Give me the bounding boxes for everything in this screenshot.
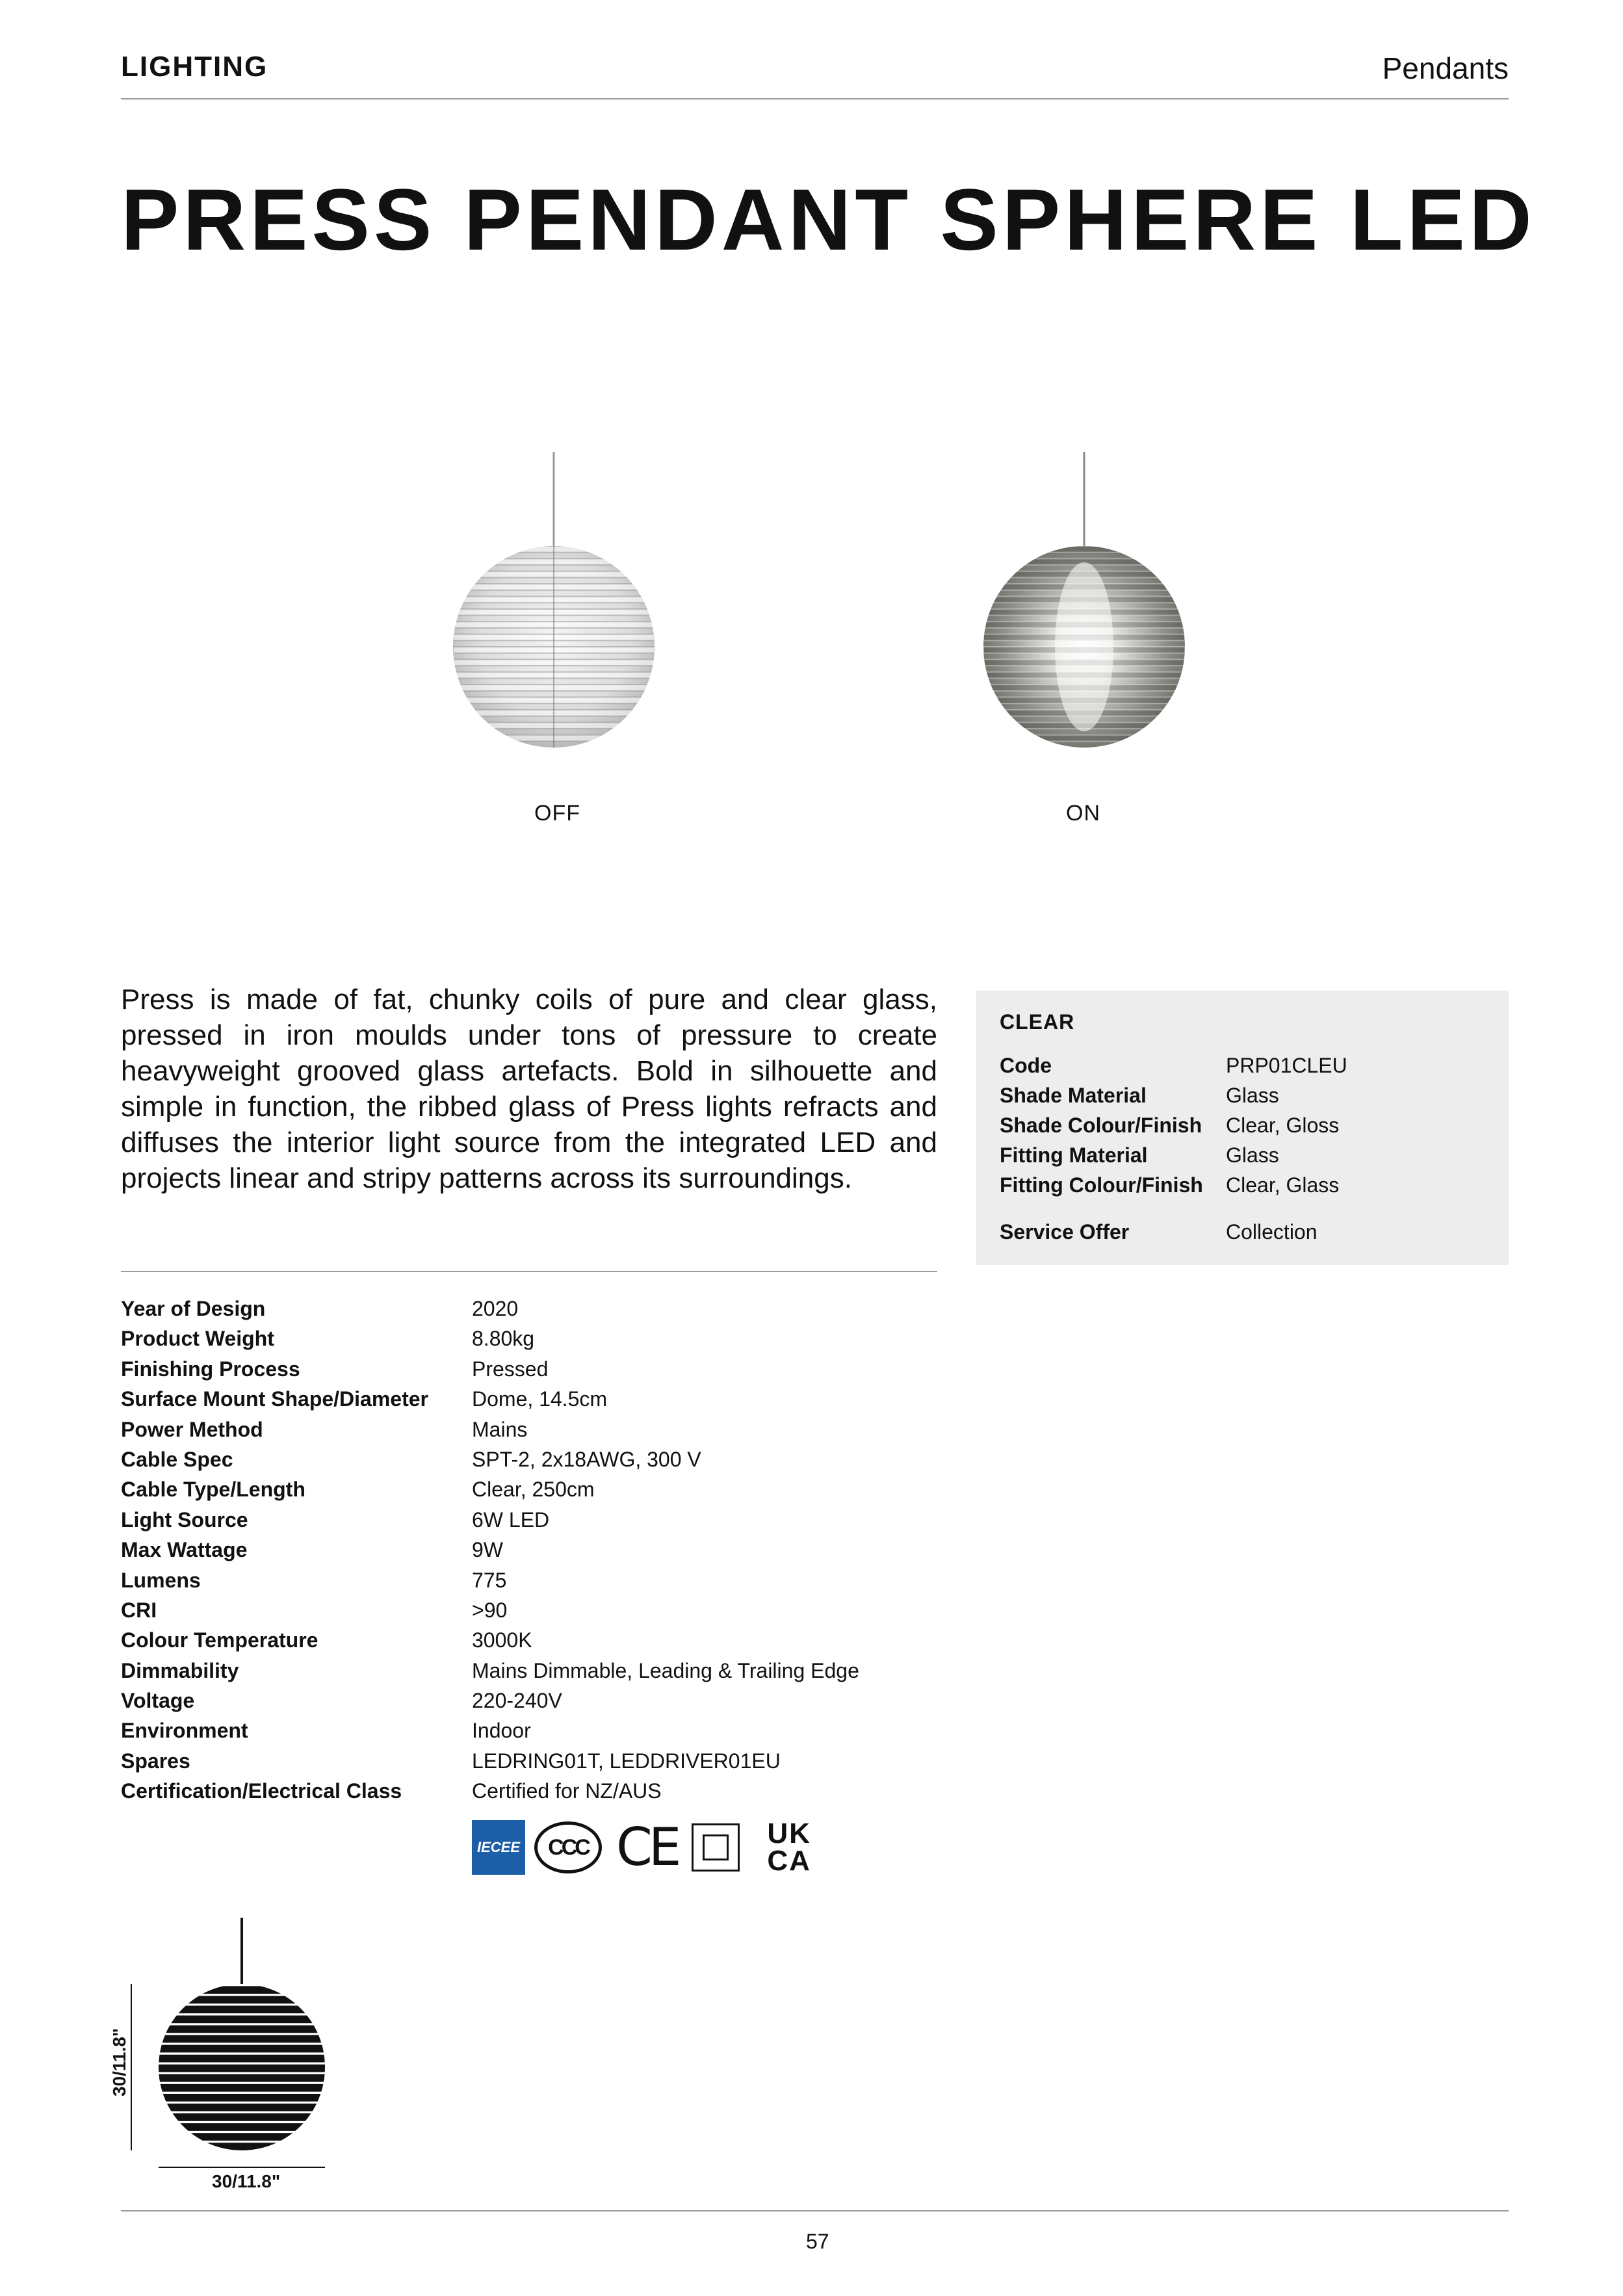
spec-row	[121, 1324, 940, 1353]
spec-row	[121, 1625, 940, 1655]
rib-band	[159, 2005, 325, 2013]
variant-label: Code	[1000, 1054, 1052, 1077]
spec-value: 775	[472, 1568, 507, 1592]
rib-band	[159, 2104, 325, 2111]
section-label: LIGHTING	[121, 51, 268, 83]
ce-icon: CE	[616, 1817, 678, 1877]
rib-band	[159, 2084, 325, 2092]
rib-band	[159, 1996, 325, 2003]
spec-row	[121, 1294, 940, 1324]
spec-row	[121, 1715, 940, 1745]
rib-band	[159, 2143, 325, 2150]
variant-label: Service Offer	[1000, 1220, 1130, 1244]
rib-band	[159, 2026, 325, 2033]
spec-label: Colour Temperature	[121, 1628, 318, 1652]
spec-row	[121, 1384, 940, 1414]
spec-label: Max Wattage	[121, 1538, 248, 1562]
rib-band	[159, 2094, 325, 2102]
dimension-drawing	[117, 1918, 338, 2178]
variant-label: Shade Material	[1000, 1084, 1147, 1107]
spec-row	[121, 1565, 940, 1595]
spec-row	[121, 1444, 940, 1474]
ccc-icon: CCC	[534, 1821, 602, 1873]
spec-value: 2020	[472, 1297, 519, 1320]
variant-value: Glass	[1226, 1143, 1279, 1167]
spec-value: 9W	[472, 1538, 503, 1562]
spec-row	[121, 1776, 940, 1806]
footer-divider	[121, 2210, 1509, 2211]
spec-label: Surface Mount Shape/Diameter	[121, 1387, 428, 1411]
variant-value: PRP01CLEU	[1226, 1054, 1347, 1077]
spec-label: Voltage	[121, 1689, 195, 1713]
variant-value: Glass	[1226, 1084, 1279, 1107]
dimension-width: 30/11.8"	[212, 2171, 281, 2191]
category-label: Pendants	[1382, 51, 1509, 85]
spec-value: 3000K	[472, 1628, 532, 1652]
rib-band	[159, 2074, 325, 2082]
spec-row	[121, 1535, 940, 1565]
spec-label: Dimmability	[121, 1658, 239, 1682]
spec-value: Mains	[472, 1417, 528, 1441]
dimension-height: 30/11.8"	[109, 2028, 129, 2096]
spec-label: Lumens	[121, 1568, 201, 1592]
rib-band	[983, 546, 1185, 553]
spec-value: >90	[472, 1598, 508, 1622]
rib-band	[159, 2123, 325, 2131]
spec-value: Certified for NZ/AUS	[472, 1779, 662, 1803]
spec-label: Cable Type/Length	[121, 1478, 305, 1502]
spec-value: Clear, 250cm	[472, 1478, 595, 1502]
caption-on: ON	[1066, 801, 1100, 826]
page-number: 57	[806, 2230, 829, 2253]
spec-label: Light Source	[121, 1507, 248, 1532]
spec-row	[121, 1746, 940, 1776]
spec-value: Indoor	[472, 1719, 531, 1743]
rib-band	[159, 2133, 325, 2141]
spec-value: 220-240V	[472, 1689, 562, 1713]
caption-off: OFF	[534, 801, 580, 826]
spec-row	[121, 1595, 940, 1625]
spec-label: Product Weight	[121, 1327, 274, 1351]
iecee-icon: IECEE	[472, 1820, 525, 1875]
spec-value: Dome, 14.5cm	[472, 1387, 608, 1411]
variant-name: CLEAR	[1000, 1010, 1075, 1034]
product-title: PRESS PENDANT SPHERE LED	[121, 172, 1536, 268]
rib-band	[159, 2015, 325, 2023]
variant-value: Collection	[1226, 1220, 1318, 1244]
spec-label: Environment	[121, 1719, 248, 1743]
rib-band	[159, 2055, 325, 2063]
rib-band	[159, 2113, 325, 2121]
spec-value: 6W LED	[472, 1507, 550, 1532]
spec-table	[121, 1294, 940, 1807]
spec-value: Pressed	[472, 1357, 549, 1381]
spec-label: Certification/Electrical Class	[121, 1779, 402, 1803]
variant-label: Fitting Colour/Finish	[1000, 1173, 1203, 1197]
variant-label: Shade Colour/Finish	[1000, 1114, 1202, 1137]
rib-band	[159, 2045, 325, 2053]
spec-label: Finishing Process	[121, 1357, 300, 1381]
ukca-line-2: CA	[767, 1845, 811, 1877]
rib-band	[159, 2035, 325, 2043]
spec-label: Power Method	[121, 1417, 263, 1441]
spec-label: Cable Spec	[121, 1447, 233, 1471]
spec-value: LEDRING01T, LEDDRIVER01EU	[472, 1749, 781, 1773]
product-photo-off	[437, 452, 671, 777]
rib-band	[983, 735, 1185, 742]
variant-value: Clear, Gloss	[1226, 1114, 1340, 1137]
spec-row	[121, 1656, 940, 1686]
variant-label: Fitting Material	[1000, 1143, 1148, 1167]
spec-label: Year of Design	[121, 1297, 266, 1320]
variant-value: Clear, Glass	[1226, 1173, 1340, 1197]
header-divider	[121, 98, 1509, 99]
spec-row	[121, 1354, 940, 1384]
spec-row	[121, 1686, 940, 1715]
product-photo-on	[967, 452, 1201, 777]
spec-value: Mains Dimmable, Leading & Trailing Edge	[472, 1658, 859, 1682]
certification-marks	[472, 1818, 811, 1877]
class-ii-icon	[692, 1823, 740, 1872]
spec-value: SPT-2, 2x18AWG, 300 V	[472, 1447, 701, 1471]
product-description: Press is made of fat, chunky coils of pure and clear glass, pressed in iron moulds under tons of pressure to create heavyweight grooved glass artefacts. Bold in silhouette and simple in function, the ribbed glass of Press lights refracts and diffuses the interior light source from the integrated LED and projects linear and stripy patterns across its surroundings.	[121, 984, 937, 1194]
ukca-icon	[767, 1820, 811, 1875]
spec-label: Spares	[121, 1749, 190, 1773]
rib-band	[159, 2065, 325, 2072]
spec-row	[121, 1474, 940, 1504]
rib-band	[159, 1986, 325, 1994]
spec-row	[121, 1505, 940, 1535]
ukca-line-1: UK	[767, 1818, 811, 1849]
spec-value: 8.80kg	[472, 1327, 535, 1351]
description-divider	[121, 1271, 937, 1272]
spec-row	[121, 1415, 940, 1444]
spec-label: CRI	[121, 1598, 157, 1622]
